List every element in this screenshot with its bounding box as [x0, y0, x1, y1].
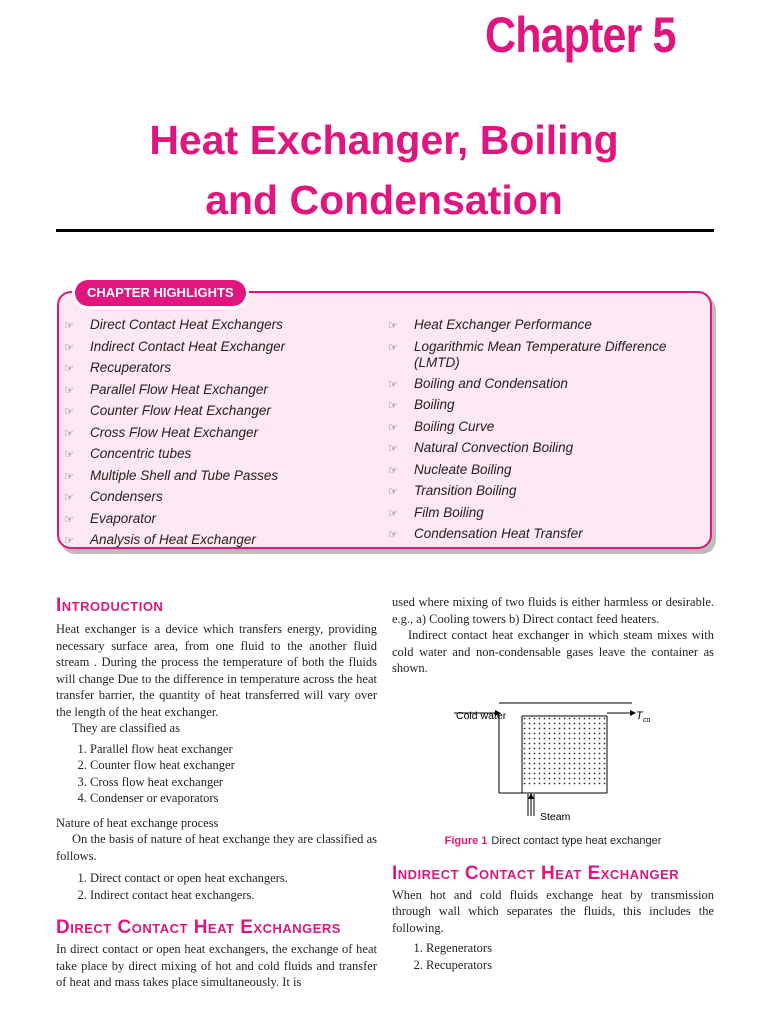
mixing-region — [522, 716, 607, 786]
chapter-title-line-1: Heat Exchanger, Boiling — [149, 117, 619, 163]
section-heading-direct-contact: Direct Contact Heat Exchangers — [56, 917, 341, 938]
highlight-item — [388, 462, 703, 480]
highlight-text: Logarithmic Mean Temperature Difference (LMTD) — [414, 338, 667, 370]
highlight-text: Concentric tubes — [90, 446, 192, 461]
intro-paragraph: Heat exchanger is a device which transfers energy, providing necessary surface area, from one fluid to the another fluid stream . During the process the temperature of both the fluids will change Due to the difference in temperature across the heat transfer barrier, the quantity of heat transferred will vary over the length of the heat exchanger. — [56, 622, 377, 719]
pointing-hand-icon: ☞ — [388, 529, 398, 541]
highlights-left-column — [64, 317, 374, 554]
list-item: 4. Condenser or evaporators — [90, 790, 377, 807]
pointing-hand-icon: ☞ — [388, 400, 398, 412]
highlight-text: Boiling and Condensation — [414, 375, 568, 391]
pointing-hand-icon: ☞ — [64, 513, 74, 526]
list-item: 1. Regenerators — [426, 940, 714, 957]
section-heading-indirect-contact: Indirect Contact Heat Exchanger — [392, 862, 680, 884]
list-item: 2. Recuperators — [426, 957, 714, 974]
chapter-label: Chapter 5 — [485, 7, 676, 63]
highlight-text: Direct Contact Heat Exchangers — [90, 317, 283, 332]
highlight-item — [64, 446, 374, 464]
pointing-hand-icon: ☞ — [388, 320, 398, 332]
pointing-hand-icon: ☞ — [388, 486, 398, 498]
label-t-co-subscript: co — [643, 716, 651, 724]
chapter-title — [56, 110, 712, 230]
highlight-text: Indirect Contact Heat Exchanger — [90, 338, 286, 354]
highlight-text: Analysis of Heat Exchanger — [90, 532, 256, 547]
list-item: 1. Direct contact or open heat exchangers. — [90, 870, 377, 887]
pointing-hand-icon: ☞ — [388, 464, 398, 477]
highlight-item — [388, 397, 703, 415]
highlight-text: Condensers — [90, 489, 163, 504]
highlight-text: Parallel Flow Heat Exchanger — [90, 381, 268, 397]
highlight-text: Nucleate Boiling — [414, 461, 512, 477]
list-item: 1. Parallel flow heat exchanger — [90, 741, 377, 758]
highlight-text: Transition Boiling — [414, 483, 517, 498]
chapter-title-line-2: and Condensation — [205, 177, 563, 223]
highlight-item — [64, 425, 374, 443]
direct-contact-continued-paragraph: used where mixing of two fluids is either harmless or desirable. e.g., a) Cooling towers b) Direct contact feed heaters. — [392, 595, 714, 626]
highlight-item — [64, 382, 374, 400]
highlight-item — [64, 360, 374, 378]
figure-caption — [392, 835, 714, 847]
highlight-item — [64, 489, 374, 507]
steam-arrow-icon — [528, 793, 534, 799]
classified-paragraph: They are classified as — [72, 721, 180, 735]
highlight-text: Recuperators — [90, 360, 172, 375]
highlight-item — [388, 526, 703, 544]
chapter-highlights-tag: CHAPTER HIGHLIGHTS — [75, 280, 246, 306]
pointing-hand-icon: ☞ — [388, 341, 398, 354]
list-item: 3. Cross flow heat exchanger — [90, 774, 377, 791]
section-heading-introduction: Introduction — [56, 595, 164, 616]
pointing-hand-icon: ☞ — [64, 320, 74, 332]
highlight-item — [388, 339, 703, 372]
figure-direct-contact — [392, 691, 714, 847]
highlight-item — [388, 376, 703, 394]
left-column — [56, 595, 377, 991]
pointing-hand-icon: ☞ — [64, 406, 74, 418]
pointing-hand-icon: ☞ — [388, 378, 398, 391]
figure-number: Figure 1 — [444, 834, 488, 847]
highlight-text: Cross Flow Heat Exchanger — [90, 424, 259, 440]
pointing-hand-icon: ☞ — [64, 492, 74, 504]
highlight-text: Boiling Curve — [414, 418, 495, 434]
pointing-hand-icon: ☞ — [64, 384, 74, 397]
highlight-item — [388, 440, 703, 458]
highlight-text: Multiple Shell and Tube Passes — [90, 467, 279, 483]
list-item: 2. Counter flow heat exchanger — [90, 757, 377, 774]
steam-mixing-paragraph: Indirect contact heat exchanger in which steam mixes with cold water and non-condensable gases leave the container as shown. — [392, 628, 714, 675]
highlight-text: Evaporator — [90, 510, 157, 526]
highlight-text: Natural Convection Boiling — [414, 440, 574, 455]
highlight-item — [388, 419, 703, 437]
classification-list — [56, 741, 377, 807]
right-column — [392, 594, 714, 979]
highlight-item — [64, 532, 374, 550]
pointing-hand-icon: ☞ — [388, 443, 398, 455]
nature-paragraph: Nature of heat exchange process — [56, 815, 219, 830]
title-rule — [56, 229, 714, 232]
direct-contact-diagram — [392, 691, 714, 841]
figure-caption-text: Direct contact type heat exchanger — [491, 834, 662, 847]
highlight-item — [388, 317, 703, 335]
highlight-item — [388, 505, 703, 523]
indirect-contact-paragraph: When hot and cold fluids exchange heat by transmission through wall which separates the fluids, this includes the following. — [392, 887, 714, 935]
highlight-text: Counter Flow Heat Exchanger — [90, 403, 271, 418]
pointing-hand-icon: ☞ — [388, 421, 398, 434]
pointing-hand-icon: ☞ — [64, 470, 74, 483]
highlights-right-column — [388, 317, 703, 548]
highlight-text: Condensation Heat Transfer — [414, 526, 583, 541]
highlight-text: Film Boiling — [414, 504, 484, 520]
highlight-item — [64, 468, 374, 486]
highlight-item — [388, 483, 703, 501]
highlight-item — [64, 511, 374, 529]
indirect-list — [392, 940, 714, 973]
basis-paragraph: On the basis of nature of heat exchange they are classified as follows. — [56, 832, 377, 863]
label-t-co: T — [636, 709, 643, 722]
nature-list — [56, 870, 377, 903]
pointing-hand-icon: ☞ — [64, 341, 74, 354]
label-cold-water: Cold water — [456, 709, 507, 722]
pointing-hand-icon: ☞ — [64, 535, 74, 547]
highlight-text: Boiling — [414, 397, 455, 412]
pointing-hand-icon: ☞ — [64, 363, 74, 375]
list-item: 2. Indirect contact heat exchangers. — [90, 887, 377, 904]
pointing-hand-icon: ☞ — [64, 427, 74, 440]
highlight-item — [64, 339, 374, 357]
pointing-hand-icon: ☞ — [64, 449, 74, 461]
highlight-item — [64, 317, 374, 335]
highlight-text: Heat Exchanger Performance — [414, 317, 592, 332]
highlight-item — [64, 403, 374, 421]
label-steam: Steam — [540, 810, 571, 823]
direct-contact-paragraph: In direct contact or open heat exchangers, the exchange of heat take place by direct mixing of hot and cold fluids and transfer of heat and mass takes place simultaneously. It is — [56, 942, 377, 989]
pointing-hand-icon: ☞ — [388, 507, 398, 520]
